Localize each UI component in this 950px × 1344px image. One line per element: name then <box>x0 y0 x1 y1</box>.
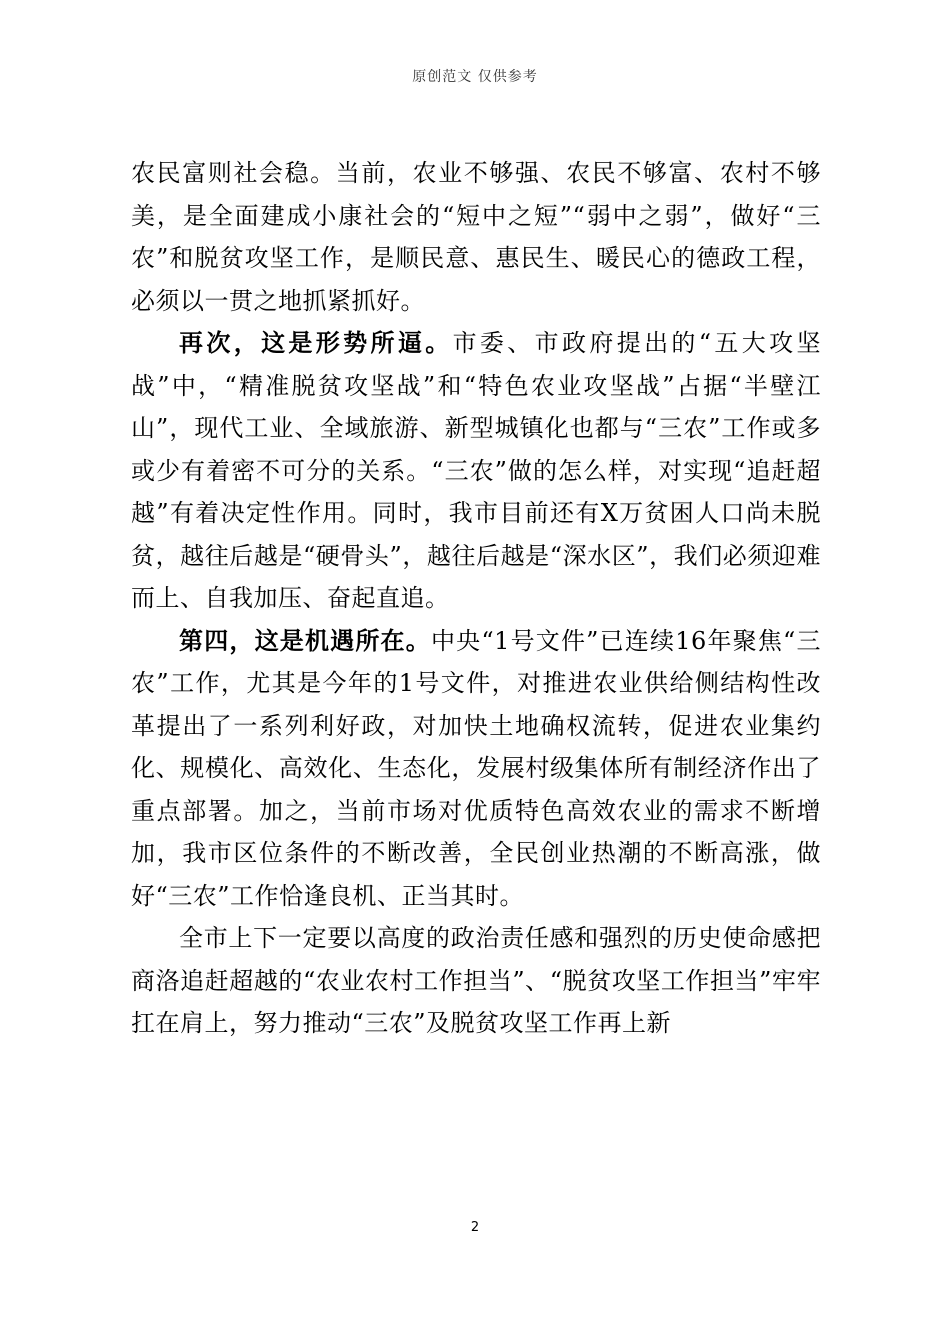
paragraph-third-reason <box>131 322 821 620</box>
paragraph-text: 市委、市政府提出的“五大攻坚战”中，“精准脱贫攻坚战”和“特色农业攻坚战”占据“半壁江山”，现代工业、全域旅游、新型城镇化也都与“三农”工作或多或少有着密不可分的关系。“三农”做的怎么样，对实现“追赶超越”有着决定性作用。同时，我市目前还有X万贫困人口尚未脱贫，越往后越是“硬骨头”，越往后越是“深水区”，我们必须迎难而上、自我加压、奋起直追。 <box>131 329 821 612</box>
paragraph-text: 中央“1号文件”已连续16年聚焦“三农”工作，尤其是今年的1号文件，对推进农业供给侧结构性改革提出了一系列利好政，对加快土地确权流转，促进农业集约化、规模化、高效化、生态化，发展村级集体所有制经济作出了重点部署。加之，当前市场对优质特色高效农业的需求不断增加，我市区位条件的不断改善，全民创业热潮的不断高涨，做好“三农”工作恰逢良机、正当其时。 <box>131 626 821 910</box>
paragraph-continuation <box>131 152 821 322</box>
paragraph-lead: 再次，这是形势所逼。 <box>179 328 453 357</box>
paragraph-fourth-reason <box>131 620 821 918</box>
paragraph-text: 农民富则社会稳。当前，农业不够强、农民不够富、农村不够美，是全面建成小康社会的“短中之短”“弱中之弱”，做好“三农”和脱贫攻坚工作，是顺民意、惠民生、暖民心的德政工程，必须以一贯之地抓紧抓好。 <box>131 159 821 315</box>
document-body <box>131 152 821 1045</box>
paragraph-text: 全市上下一定要以高度的政治责任感和强烈的历史使命感把商洛追赶超越的“农业农村工作担当”、“脱贫攻坚工作担当”牢牢扛在肩上，努力推动“三农”及脱贫攻坚工作再上新 <box>131 924 821 1037</box>
paragraph-conclusion <box>131 917 821 1045</box>
page-header: 原创范文 仅供参考 <box>412 69 538 85</box>
page-number: 2 <box>470 1220 480 1235</box>
paragraph-lead: 第四，这是机遇所在。 <box>179 625 431 655</box>
